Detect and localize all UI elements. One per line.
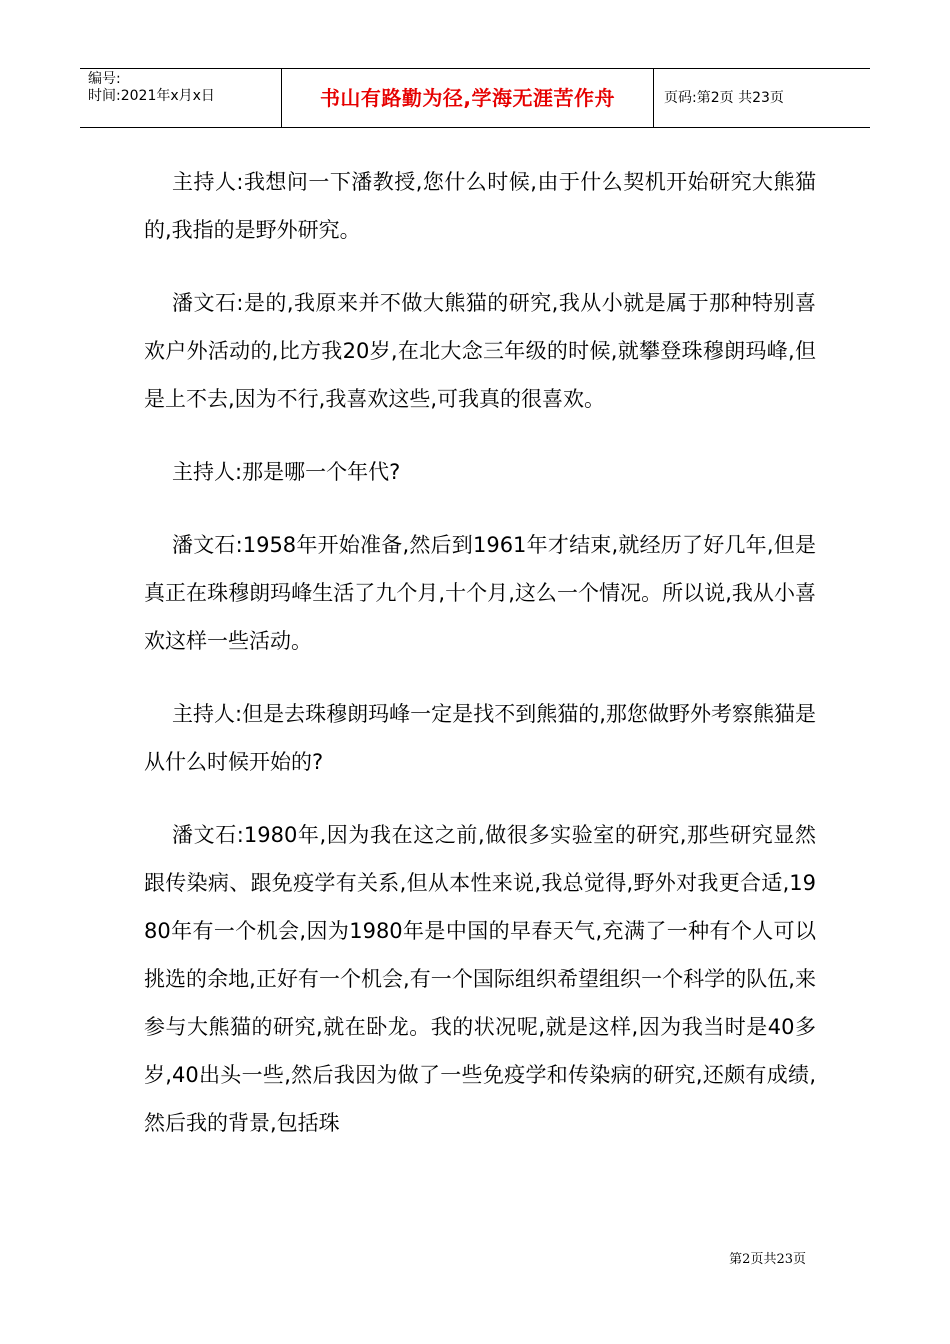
paragraph: 主持人:那是哪一个年代? bbox=[172, 460, 401, 484]
page-footer: 第2页共23页 bbox=[729, 1252, 806, 1267]
paragraph: 潘文石:是的,我原来并不做大熊猫的研究,我从小就是属于那种特别喜欢户外活动的,比方我20岁,在北大念三年级的时候,就攀登珠穆朗玛峰,但是上不去,因为不行,我喜欢这些,可我真的很喜欢。 bbox=[144, 291, 816, 411]
document-number-label: 编号: bbox=[88, 71, 121, 87]
header-meta bbox=[80, 69, 282, 127]
document-body bbox=[144, 158, 816, 1172]
header-page-info: 页码:第2页 共23页 bbox=[664, 90, 784, 106]
document-date: 时间:2021年x月x日 bbox=[88, 88, 215, 104]
paragraph: 潘文石:1980年,因为我在这之前,做很多实验室的研究,那些研究显然跟传染病、跟免疫学有关系,但从本性来说,我总觉得,野外对我更合适,1980年有一个机会,因为1980年是中国的早春天气,充满了一种有个人可以挑选的余地,正好有一个机会,有一个国际组织希望组织一个科学的队伍,来参与大熊猫的研究,就在卧龙。我的状况呢,就是这样,因为我当时是40多岁,40出头一些,然后我因为做了一些免疫学和传染病的研究,还颇有成绩,然后我的背景,包括珠 bbox=[144, 823, 816, 1135]
header-motto: 书山有路勤为径,学海无涯苦作舟 bbox=[282, 69, 654, 127]
paragraph: 主持人:但是去珠穆朗玛峰一定是找不到熊猫的,那您做野外考察熊猫是从什么时候开始的? bbox=[144, 702, 816, 774]
paragraph: 潘文石:1958年开始准备,然后到1961年才结束,就经历了好几年,但是真正在珠穆朗玛峰生活了九个月,十个月,这么一个情况。所以说,我从小喜欢这样一些活动。 bbox=[144, 533, 816, 653]
paragraph: 主持人:我想问一下潘教授,您什么时候,由于什么契机开始研究大熊猫的,我指的是野外研究。 bbox=[144, 170, 816, 242]
page-header bbox=[80, 68, 870, 128]
